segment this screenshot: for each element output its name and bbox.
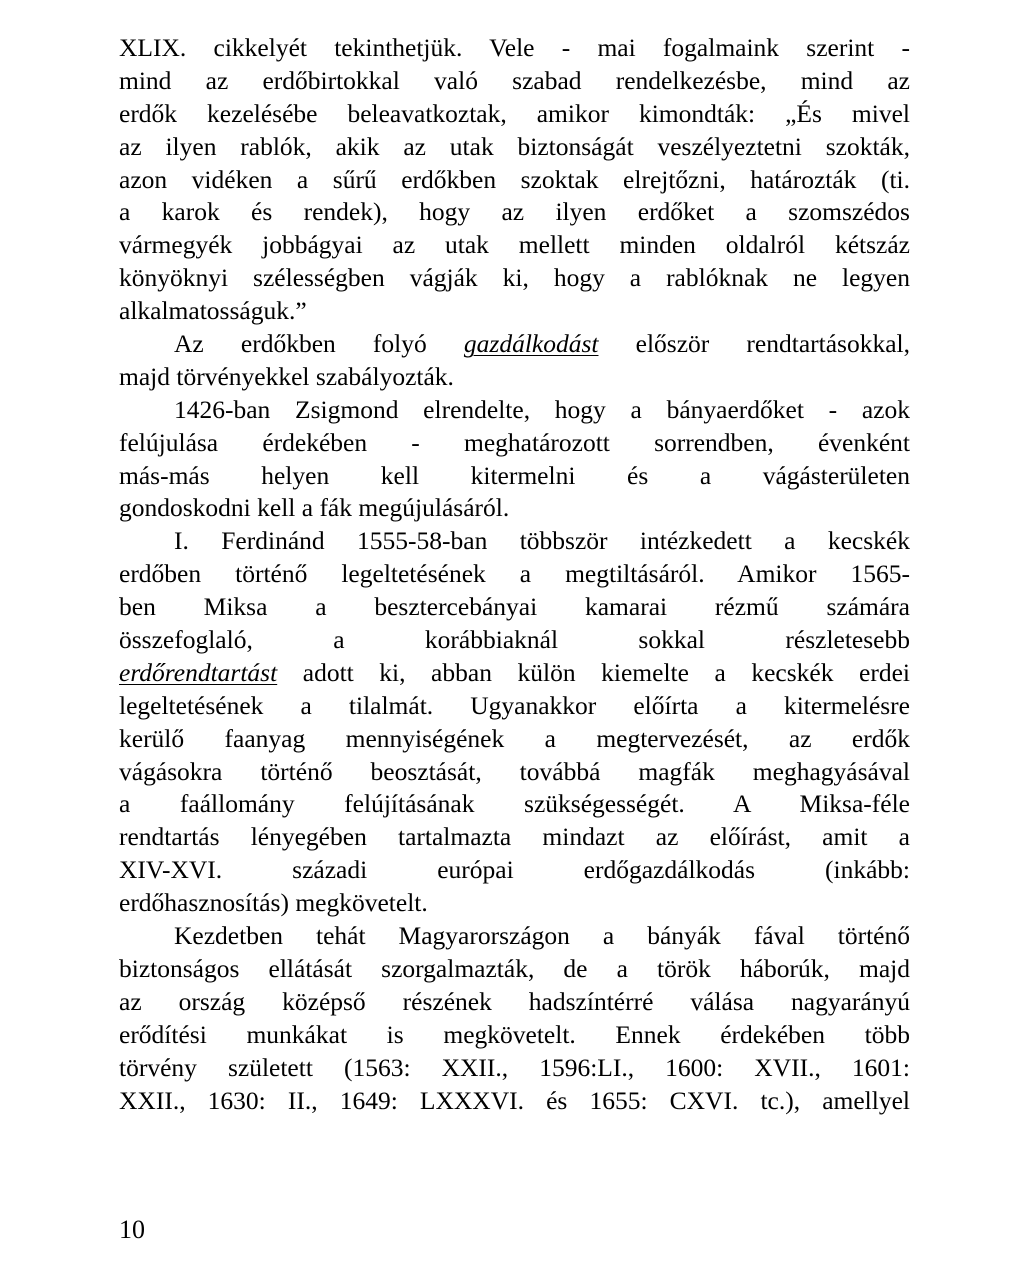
text-line: erdők kezelésébe beleavatkoztak, amikor kimondták: „És mivel (119, 98, 910, 128)
text-line: erdőben történő legeltetésének a megtiltásáról. Amikor 1565- (119, 559, 910, 589)
page-number: 10 (119, 1215, 145, 1244)
emphasized-term: erdőrendtartást (119, 657, 278, 687)
text-line: összefoglaló, a korábbiaknál sokkal részletesebb (119, 625, 910, 655)
text-line: az ilyen rablók, akik az utak biztonságát veszélyeztetni szokták, (119, 131, 910, 161)
page-body (119, 32, 910, 1117)
text-line: 1426-ban Zsigmond elrendelte, hogy a bányaerdőket - azok (174, 394, 910, 424)
text-line: majd törvényekkel szabályozták. (119, 361, 454, 391)
text-line: rendtartás lényegében tartalmazta mindazt az előírást, amit a (119, 822, 910, 852)
text-line (119, 657, 910, 690)
text-line: más-más helyen kell kitermelni és a vágásterületen (119, 460, 910, 490)
text-line: ben Miksa a besztercebányai kamarai rézmű számára (119, 592, 910, 622)
text-line: I. Ferdinánd 1555-58-ban többször intézkedett a kecskék (174, 526, 910, 556)
text-line: a karok és rendek), hogy az ilyen erdőket a szomszédos (119, 197, 910, 227)
text-line: vármegyék jobbágyai az utak mellett minden oldalról kétszáz (119, 230, 910, 260)
text-run: Az erdőkben folyó (174, 329, 464, 359)
text-line: törvény született (1563: XXII., 1596:LI., 1600: XVII., 1601: (119, 1052, 910, 1082)
text-line: erődítési munkákat is megkövetelt. Ennek érdekében több (119, 1019, 910, 1049)
text-line: XLIX. cikkelyét tekinthetjük. Vele - mai fogalmaink szerint - (119, 33, 910, 62)
text-line: biztonságos ellátását szorgalmazták, de a török háborúk, majd (119, 953, 910, 983)
text-line: Kezdetben tehát Magyarországon a bányák fával történő (174, 921, 910, 951)
text-line: könyöknyi szélességben vágják ki, hogy a rablóknak ne legyen (119, 263, 910, 293)
text-line: alkalmatosságuk.” (119, 296, 307, 326)
text-line: kerülő faanyag mennyiségének a megtervezését, az erdők (119, 723, 910, 753)
text-line: erdőhasznosítás) megkövetelt. (119, 888, 428, 918)
text-run: először rendtartásokkal, (598, 329, 910, 359)
emphasized-term: gazdálkodást (463, 329, 599, 359)
text-line: a faállomány felújításának szükségességét. A Miksa-féle (119, 789, 910, 819)
text-line: XIV-XVI. századi európai erdőgazdálkodás (inkább: (119, 855, 910, 885)
text-line: vágásokra történő beosztását, továbbá magfák meghagyásával (119, 756, 910, 786)
text-line: azon vidéken a sűrű erdőkben szoktak elrejtőzni, határozták (ti. (119, 164, 910, 194)
text-line: az ország középső részének hadszíntérré válása nagyarányú (119, 986, 910, 1016)
text-line: legeltetésének a tilalmát. Ugyanakkor előírta a kitermelésre (119, 690, 910, 720)
text-line: gondoskodni kell a fák megújulásáról. (119, 493, 510, 523)
text-line: felújulása érdekében - meghatározott sorrendben, évenként (119, 427, 910, 457)
text-line: mind az erdőbirtokkal való szabad rendelkezésbe, mind az (119, 65, 910, 95)
text-run: adott ki, abban külön kiemelte a kecskék erdei (277, 657, 910, 687)
text-line: XXII., 1630: II., 1649: LXXXVI. és 1655: CXVI. tc.), amellyel (119, 1085, 910, 1115)
text-line (119, 328, 910, 361)
